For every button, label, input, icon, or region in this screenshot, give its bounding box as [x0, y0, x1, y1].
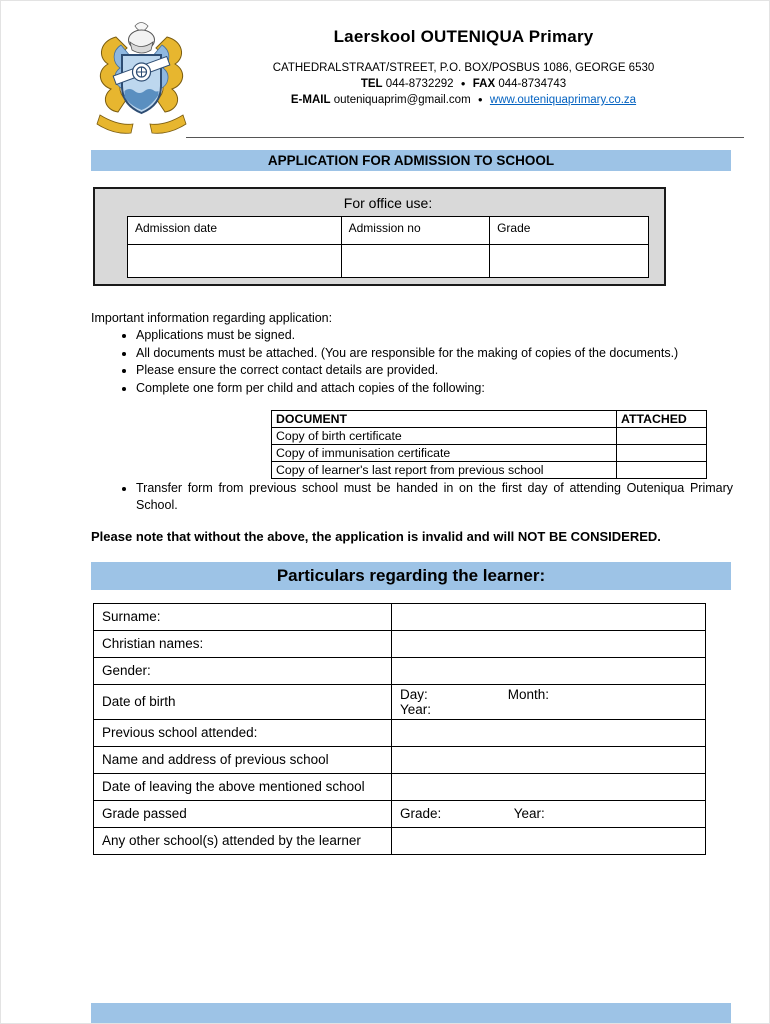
month-label: Month:: [507, 686, 550, 702]
required-documents-table: [271, 410, 707, 479]
attached-field[interactable]: [617, 445, 707, 462]
header-text-block: [186, 27, 741, 108]
previous-school-label: Previous school attended:: [94, 719, 392, 746]
christian-names-field[interactable]: [392, 630, 706, 657]
list-item: • Complete one form per child and attach copies of the following:: [136, 380, 733, 398]
grade-passed-label: Grade passed: [94, 800, 392, 827]
year-sub-label: Year:: [513, 806, 545, 821]
important-information-section: [91, 311, 733, 514]
office-use-header-row: [128, 217, 649, 245]
gender-label: Gender:: [94, 657, 392, 684]
phone-fax-line: [186, 76, 741, 92]
admission-date-label: Admission date: [128, 217, 342, 245]
office-use-table: [127, 216, 649, 278]
important-info-list: [118, 327, 733, 397]
grade-field[interactable]: [490, 245, 649, 278]
table-row: [94, 773, 706, 800]
table-row: [94, 630, 706, 657]
table-row: [272, 428, 707, 445]
fax-number: 044-8734743: [498, 78, 567, 90]
table-row: [94, 684, 706, 719]
email-web-line: [186, 92, 741, 108]
application-section-banner: APPLICATION FOR ADMISSION TO SCHOOL: [91, 150, 731, 171]
documents-table-header-row: [272, 411, 707, 428]
transfer-note-list: [118, 480, 733, 514]
date-of-birth-label: Date of birth: [94, 684, 392, 719]
next-section-banner-partial: [91, 1003, 731, 1024]
office-use-input-row: [128, 245, 649, 278]
document-name: Copy of birth certificate: [272, 428, 617, 445]
previous-school-address-label: Name and address of previous school: [94, 746, 392, 773]
particulars-section-banner: Particulars regarding the learner:: [91, 562, 731, 590]
website-link[interactable]: www.outeniquaprimary.co.za: [489, 94, 637, 106]
bullet-separator: ●: [477, 95, 483, 104]
office-use-box: [93, 187, 666, 286]
list-item: • Applications must be signed.: [136, 327, 733, 345]
email-address: outeniquaprim@gmail.com: [333, 94, 471, 106]
invalid-application-note: Please note that without the above, the application is invalid and will NOT BE CONSIDERED.: [91, 529, 661, 544]
table-row: [94, 827, 706, 854]
bullet-separator: ●: [460, 79, 466, 88]
surname-field[interactable]: [392, 603, 706, 630]
admission-no-field[interactable]: [341, 245, 489, 278]
table-row: [94, 746, 706, 773]
list-item: • All documents must be attached. (You are responsible for the making of copies of the documents.): [136, 345, 733, 363]
surname-label: Surname:: [94, 603, 392, 630]
list-item: • Transfer form from previous school must be handed in on the first day of attending Outeniqua Primary School.: [136, 480, 733, 514]
date-of-leaving-field[interactable]: [392, 773, 706, 800]
document-name: Copy of learner's last report from previous school: [272, 462, 617, 479]
admission-date-field[interactable]: [128, 245, 342, 278]
attached-field[interactable]: [617, 462, 707, 479]
learner-particulars-table: [93, 603, 706, 855]
other-schools-field[interactable]: [392, 827, 706, 854]
school-name: Laerskool OUTENIQUA Primary: [333, 27, 594, 46]
date-of-birth-field[interactable]: [392, 684, 706, 719]
crest-graphic: [94, 21, 189, 135]
previous-school-field[interactable]: [392, 719, 706, 746]
form-header: [1, 1, 769, 137]
admission-no-label: Admission no: [341, 217, 489, 245]
office-use-title: For office use:: [343, 195, 433, 211]
day-label: Day:: [400, 686, 428, 702]
school-address: CATHEDRALSTRAAT/STREET, P.O. BOX/POSBUS 1086, GEORGE 6530: [272, 62, 655, 74]
attached-field[interactable]: [617, 428, 707, 445]
table-row: [94, 603, 706, 630]
school-crest-logo: [94, 21, 189, 135]
table-row: [94, 719, 706, 746]
christian-names-label: Christian names:: [94, 630, 392, 657]
previous-school-address-field[interactable]: [392, 746, 706, 773]
grade-sub-label: Grade:: [400, 806, 442, 821]
tel-number: 044-8732292: [385, 78, 454, 90]
table-row: [94, 800, 706, 827]
document-name: Copy of immunisation certificate: [272, 445, 617, 462]
other-schools-label: Any other school(s) attended by the learner: [94, 827, 392, 854]
date-of-leaving-label: Date of leaving the above mentioned school: [94, 773, 392, 800]
year-label: Year:: [400, 701, 432, 717]
table-row: [272, 462, 707, 479]
grade-passed-field[interactable]: [392, 800, 706, 827]
gender-field[interactable]: [392, 657, 706, 684]
table-row: [94, 657, 706, 684]
attached-column-header: ATTACHED: [617, 411, 707, 428]
grade-label: Grade: [490, 217, 649, 245]
document-column-header: DOCUMENT: [272, 411, 617, 428]
tel-label: TEL: [360, 78, 383, 90]
table-row: [272, 445, 707, 462]
important-info-title: Important information regarding application:: [91, 311, 333, 325]
header-divider: [186, 137, 744, 138]
email-label: E-MAIL: [290, 94, 331, 106]
list-item: • Please ensure the correct contact details are provided.: [136, 362, 733, 380]
fax-label: FAX: [472, 78, 496, 90]
